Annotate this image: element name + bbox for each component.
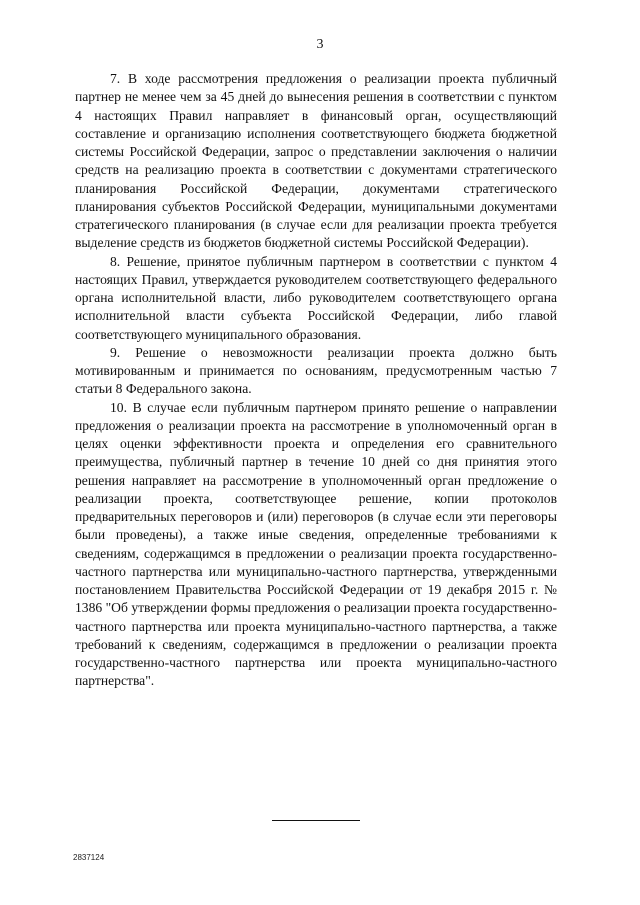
- paragraph-8: 8. Решение, принятое публичным партнером в соответствии с пунктом 4 настоящих Правил, утверждается руководителем соответствующего федерального органа исполнительной власти, либо руководителем соответствующего органа исполнительной власти субъекта Российской Федерации, либо главой соответствующего муниципального образования.: [75, 253, 557, 342]
- page-number: 3: [316, 37, 324, 52]
- paragraph-10: 10. В случае если публичным партнером принято решение о направлении предложения о реализации проекта на рассмотрение в уполномоченный орган в целях оценки эффективности проекта и определения его сравнительного преимущества, публичный партнер в течение 10 дней со дня принятия этого решения направляет на рассмотрение в уполномоченный орган предложение о реализации проекта, соответствующее решение, копии протоколов предварительных переговоров и (или) переговоров (в случае если эти переговоры были проведены), а также иные сведения, определенные требованиями к сведениям, содержащимся в предложении о реализации проекта государственно-частного партнерства или муниципально-частного партнерства, утвержденными постановлением Правительства Российской Федерации от 19 декабря 2015 г. № 1386 "Об утверждении формы предложения о реализации проекта государственно-частного партнерства или проекта муниципально-частного партнерства, а также требований к сведениям, содержащимся в предложении о реализации проекта государственно-частного партнерства или проекта муниципально-частного партнерства".: [75, 399, 557, 689]
- document-body: [75, 70, 557, 691]
- paragraph-7: 7. В ходе рассмотрения предложения о реализации проекта публичный партнер не менее чем за 45 дней до вынесения решения в соответствии с пунктом 4 настоящих Правил направляет в финансовый орган, осуществляющий составление и организацию исполнения соответствующего бюджета бюджетной системы Российской Федерации, запрос о представлении заключения о наличии средств на реализацию проекта в соответствии с документами стратегического планирования Российской Федерации, документами стратегического планирования субъектов Российской Федерации, муниципальными документами стратегического планирования (в случае если для реализации проекта требуется выделение средств из бюджетов бюджетной системы Российской Федерации).: [75, 71, 557, 251]
- paragraph-9: 9. Решение о невозможности реализации проекта должно быть мотивированным и принимается по основаниям, предусмотренным частью 7 статьи 8 Федерального закона.: [75, 344, 557, 397]
- end-divider: [272, 820, 360, 821]
- document-code: 2837124: [73, 853, 105, 862]
